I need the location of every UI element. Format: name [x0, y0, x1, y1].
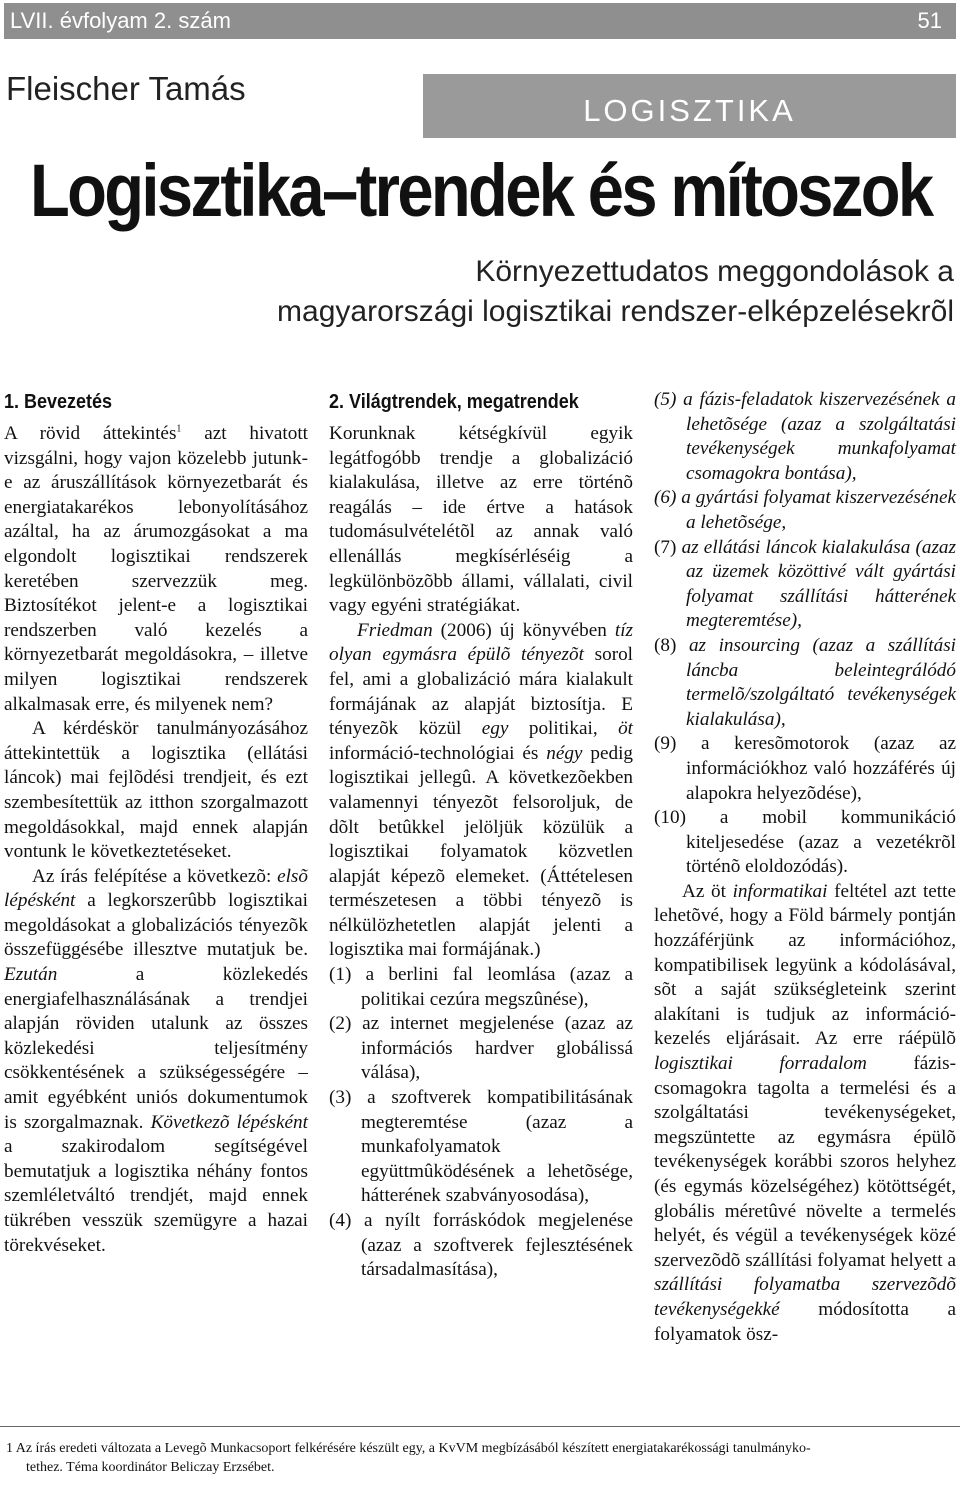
italic-text: (5) a fázis-feladatok kiszervezésének a lehetõsége (azaz a szolgáltatási tevékenységek munkafolyamat csomagokra bontása), [654, 389, 956, 484]
list-item [654, 634, 956, 732]
subtitle-line-1: Környezettudatos meggondolások a [475, 255, 954, 288]
text: Az öt [682, 880, 733, 902]
paragraph [329, 619, 633, 963]
list-item: (1) a berlini fal leomlása (azaz a politikai cezúra megszûnése), [329, 964, 633, 1010]
italic-text: az insourcing (azaz a szállítási láncba beleintegrálódó termelõ/szolgáltató tevékenységek kialakulása), [686, 634, 957, 730]
italic-text: logisztikai forradalom [654, 1053, 867, 1075]
list-item [654, 536, 956, 634]
text: pedig logisztikai jellegû. A következõekben valamennyi tényezõt felsoroljuk, de dõlt betûkkel jelöljük közülük a logisztikai folyamatok közvetlen alapját képezõ elemeket. (Áttételesen természetesen a többi tényezõ is nélkülözhetetlen alapját jelenti a logisztika mai formájának.) [329, 742, 633, 961]
text: Az írás felépítése a következõ: [32, 865, 278, 887]
section-heading-introduction: 1. Bevezetés [4, 391, 113, 413]
column-1 [4, 388, 308, 1258]
italic-text: az ellátási láncok kialakulása (azaz az üzemek közöttivé vált gyártási folyamat szállítási hátterének megteremtése), [681, 536, 956, 632]
italic-text: öt [618, 718, 633, 740]
text: (2006) új könyvében [432, 619, 615, 641]
list-item [654, 486, 956, 535]
italic-text: Következõ lépésként [150, 1111, 308, 1133]
running-header [4, 3, 956, 39]
italic-text: egy [481, 718, 509, 740]
text: azt hivatott vizsgálni, hogy vajon közelebb jutunk-e az áruszállítások környezetbarát és energiatakarékos lebonyolításához azáltal, ha az árumozgásokat a ma elgondolt logisztikai rendszerek keretében szervezzük meg. Biztosítékot jelent-e a logisztikai rendszerben való kezelés a környezetbarát megoldásokra, – illetve milyen logisztikai rendszerek alkalmasak erre, és milyenek nem? [4, 423, 308, 715]
text: a közlekedés energiafelhasználásának a trendjei alapján röviden utalunk az összes közlekedési teljesítmény csökkentésének a szükségességére – amit egyébként uniós dokumentumok is szorgalmaznak. [4, 964, 308, 1133]
section-heading-megatrends: 2. Világtrendek, megatrendek [329, 391, 579, 413]
text: (8) [654, 634, 689, 656]
italic-text: négy [546, 742, 583, 764]
text: A rövid áttekintés [4, 423, 177, 444]
paragraph [4, 422, 308, 717]
article-title: Logisztika–trendek és mítoszok [30, 149, 932, 232]
text: (7) [654, 536, 682, 558]
text: információ-technológiai és [329, 742, 547, 764]
footnote-line-2: tethez. Téma koordinátor Beliczay Erzsébet. [26, 1460, 275, 1475]
list-item: (10) a mobil kommunikáció kiteljesedése (azaz a vezetékrõl történõ eloldozódás). [654, 807, 956, 878]
page-number: 51 [917, 8, 942, 33]
article-subtitle [277, 252, 954, 332]
paragraph [654, 880, 956, 1347]
italic-text: Ezután [4, 964, 58, 986]
author-name: Fleischer Tamás [6, 70, 246, 107]
footnote [6, 1439, 956, 1477]
volume-label: LVII. évfolyam 2. szám [10, 8, 231, 33]
column-3 [654, 388, 956, 1347]
text: a szakirodalom segítségével bemutatjuk a logisztika néhány fontos szemléletváltó trendjét, majd ennek tükrében vesszük szemügyre a hazai törekvéseket. [4, 1136, 308, 1256]
list-item [654, 388, 956, 486]
text: a legkorszerûbb logisztikai megoldásokat a globalizációs tényezõk összefüggésébe illesztve mutatjuk be. [4, 890, 308, 961]
column-2 [329, 388, 633, 1283]
footnote-marker: 1 [176, 423, 182, 435]
list-item: (2) az internet megjelenése (azaz az információs hardver globálissá válása), [329, 1013, 633, 1084]
section-label: LOGISZTIKA [423, 74, 956, 138]
list-item: (9) a keresõmotorok (azaz az információkhoz való hozzáférés új alapokra helyezõdése), [654, 733, 956, 804]
list-item: (4) a nyílt forráskódok megjelenése (azaz a szoftverek fejlesztésének társadalmasítása), [329, 1210, 633, 1281]
italic-text: Friedman [357, 619, 433, 641]
text: sorol fel, ami a globalizáció mára kialakult formájának az alapját biztosítja. E tényezõk közül [329, 644, 634, 740]
footnote-divider [0, 1426, 960, 1427]
subtitle-line-2: magyarországi logisztikai rendszer-elképzelésekrõl [277, 295, 954, 328]
list-item: (3) a szoftverek kompatibilitásának megteremtése (azaz a munkafolyamatok együttmûködésének a lehetõsége, hátterének szabványosodása), [329, 1087, 633, 1207]
paragraph: Korunknak kétségkívül egyik legátfogóbb trendje a globalizáció kialakulása, illetve az erre történõ reagálás – ide értve a hatások tudomásulvételétõl az annak való ellenállás megkísérléséig a legkülönbözõbb állami, vállalati, civil vagy egyéni stratégiákat. [329, 423, 633, 617]
text: fázis-csomagokra tagolta a termelési és a szolgáltatási tevékenységeket, megszüntette az egymásra épülõ tevékenységek korábbi szoros helyhez (és egymás közelségéhez) kötöttségét, globális méretûvé növelte a termelés helyét, és végül a tevékenységek közé szervezõdõ szállítási folyamat helyett a [654, 1053, 956, 1271]
footnote-line-1: 1 Az írás eredeti változata a Levegõ Munkacsoport felkérésére készült egy, a KvVM megbízásából készített energiatakarékossági tanulmányko- [6, 1441, 811, 1456]
italic-text: (6) a gyártási folyamat kiszervezésének a lehetõsége, [654, 487, 956, 533]
italic-text: szállítási folyamatba szervezõdõ tevékenységekké [654, 1274, 956, 1320]
text: feltétel azt tette lehetõvé, hogy a Föld bármely pontján hozzáférjünk az információhoz, kompatibilisek legyünk a kódolásával, sõt a saját szükségleteink szerint alakítani is tudjuk az információ-kezelés eljárásait. Az erre ráépülõ [654, 880, 956, 1050]
italic-text: tíz olyan egymásra épülõ tényezõt [329, 619, 633, 666]
text: politikai, [508, 718, 619, 740]
italic-text: elsõ lépésként [4, 865, 308, 912]
text: módosította a folyamatok ösz- [654, 1298, 956, 1345]
paragraph: A kérdéskör tanulmányozásához áttekintettük a logisztika (ellátási láncok) mai fejlõdési trendjeit, és ezt szembesítettük az itthon szorgalmazott megoldásokkal, majd ennek alapján vontunk le következtetéseket. [4, 718, 308, 863]
paragraph [4, 865, 308, 1259]
italic-text: informatikai [732, 880, 828, 902]
